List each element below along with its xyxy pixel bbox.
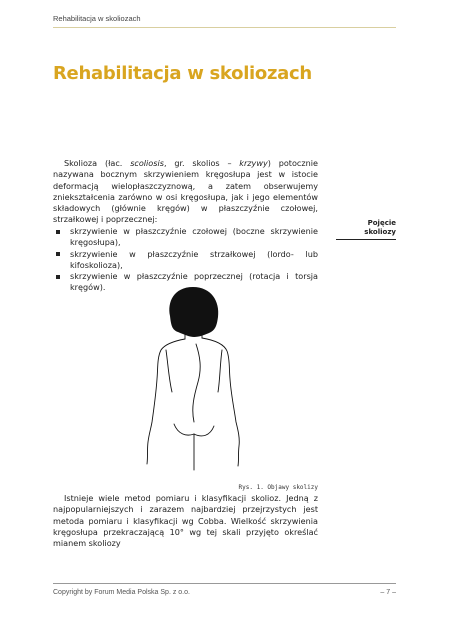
figure-hair — [169, 287, 218, 337]
running-header — [53, 14, 396, 28]
margin-note-line2: skoliozy — [364, 228, 396, 236]
running-header-title: Rehabilitacja w skoliozach — [53, 14, 141, 23]
intro-rest: ) potocznie nazywana bocznym skrzywieniem kręgosłupa jest w istocie deformacją wielopłaszczyznową, a zatem obserwujemy zniekształcenia zarówno w osi kręgosłupa, jak i jego elementów składowych (głównie kręgów) w płaszczyźnie czołowej, strzałkowej i poprzecznej: — [53, 158, 318, 225]
intro-lead: Skolioza (łac. — [64, 158, 131, 168]
intro-mid: , gr. skolios – — [163, 158, 240, 168]
list-item: skrzywienie w płaszczyźnie strzałkowej (lordo- lub kifoskolioza), — [53, 249, 318, 272]
greek-term: krzywy — [239, 158, 268, 168]
figure-left-arm-line — [166, 350, 172, 392]
figure-curved-spine — [193, 344, 200, 422]
scoliosis-figure-illustration — [138, 284, 248, 474]
list-item: skrzywienie w płaszczyźnie czołowej (boczne skrzywienie kręgosłupa), — [53, 226, 318, 249]
cobb-method-paragraph: Istnieje wiele metod pomiaru i klasyfikacji skolioz. Jedną z najpopularniejszych i zarazem najbardziej przejrzystych jest metoda pomiaru i klasyfikacji wg Cobba. Wielkość skrzywienia kręgosłupa przekraczającą 10° wg tej skali przyjęto określać mianem skoliozy — [53, 493, 318, 549]
page-title: Rehabilitacja w skoliozach — [53, 63, 312, 84]
margin-note — [336, 219, 396, 240]
intro-paragraph — [53, 158, 318, 226]
figure-right-buttock — [194, 426, 214, 436]
footer-divider — [53, 583, 396, 584]
page-number: – 7 – — [380, 589, 396, 596]
footer-copyright: Copyright by Forum Media Polska Sp. z o.o. — [53, 589, 190, 596]
figure-left-side — [147, 339, 185, 464]
latin-term: scoliosis — [130, 158, 164, 168]
figure-caption: Rys. 1. Objawy skolizy — [238, 484, 318, 491]
list-item: skrzywienie w płaszczyźnie poprzecznej (rotacja i torsja kręgów). — [53, 271, 318, 294]
figure-left-buttock — [174, 424, 194, 435]
margin-note-line1: Pojęcie — [367, 219, 396, 227]
figure-right-side — [202, 338, 239, 466]
figure-right-arm-line — [218, 350, 222, 392]
